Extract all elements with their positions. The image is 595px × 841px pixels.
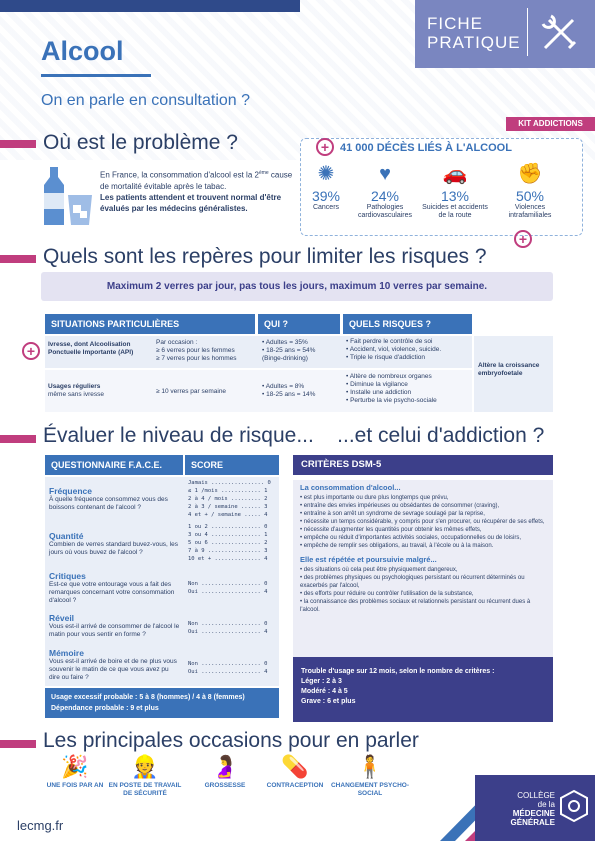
occasion-contraception — [255, 752, 335, 790]
col-header-score: SCORE — [185, 455, 279, 475]
section-marker — [0, 255, 36, 263]
pregnancy-icon: 🤰 — [211, 754, 239, 779]
dsm-header: CRITÈRES DSM-5 — [293, 455, 553, 475]
stat-label: Violences intrafamiliales — [508, 204, 552, 219]
severity-title: Trouble d'usage sur 12 mois, selon le nombre de critères : — [301, 668, 495, 675]
fist-icon: ✊ — [517, 163, 543, 185]
dsm-item: • nécessite un temps considérable, y compris pour s'en procurer, ou récupérer de ses effets, — [300, 519, 545, 525]
dsm-item: • des situations où cela peut être physiquement dangereux, — [300, 567, 458, 573]
plus-icon: + — [22, 342, 40, 360]
stats-title: 41 000 DÉCÈS LIÉS À L'ALCOOL — [340, 142, 512, 154]
r2-occasion: ≥ 10 verres par semaine — [156, 388, 227, 395]
dsm-item: • est plus importante ou dure plus longtemps que prévu, — [300, 495, 449, 501]
occasion-grossesse — [185, 752, 265, 790]
party-icon: 🎉 — [61, 754, 89, 779]
cmg-logo-block — [475, 775, 595, 841]
dsm-item: • entraîne des envies impérieuses ou obsédantes de consommer (craving), — [300, 503, 500, 509]
person-icon: 🧍 — [356, 754, 384, 779]
col-header-qui: QUI ? — [258, 314, 340, 334]
page-title: Alcool — [41, 36, 124, 66]
occasion-label: UNE FOIS PAR AN — [46, 782, 104, 789]
severity-modere: Modéré : 4 à 5 — [301, 688, 348, 695]
face-q-frequence — [49, 486, 181, 512]
severity-grave: Grave : 6 et plus — [301, 698, 356, 705]
cmg-l2: de la — [537, 800, 555, 809]
section-title-reperes: Quels sont les repères pour limiter les risques ? — [43, 245, 487, 268]
col-header-situations: SITUATIONS PARTICULIÈRES — [45, 314, 255, 334]
q-title: Mémoire — [49, 648, 84, 658]
cmg-l3: MÉDECINE — [512, 809, 555, 818]
dsm-title-1: La consommation d'alcool... — [300, 483, 401, 492]
section-marker — [0, 740, 36, 748]
col-header-risques: QUELS RISQUES ? — [343, 314, 472, 334]
q-desc: Vous est-il arrivé de consommer de l'alcool le matin pour vous sentir en forme ? — [49, 623, 180, 638]
stat-label: Pathologies cardiovasculaires — [357, 204, 413, 219]
q-title: Réveil — [49, 613, 75, 623]
pill-icon: 💊 — [281, 754, 309, 779]
q-score: Non .................. 0 Oui .................. 4 — [188, 661, 268, 675]
stat-violences — [502, 160, 558, 220]
severity-leger: Léger : 2 à 3 — [301, 678, 342, 685]
section-title-evaluer: Évaluer le niveau de risque... ...et celui d'addiction ? — [43, 424, 545, 447]
stat-suicides — [420, 160, 490, 220]
max-guideline: Maximum 2 verres par jour, pas tous les jours, maximum 10 verres par semaine. — [41, 272, 553, 301]
face-q-memoire — [49, 648, 181, 682]
car-crash-icon: 🚗 — [442, 163, 468, 185]
dsm-item: • nécessite d'augmenter les quantités pour obtenir les mêmes effets, — [300, 527, 482, 533]
dsm-criteria — [300, 484, 548, 614]
badge-line1: FICHE — [427, 14, 483, 33]
worker-icon: 👷 — [131, 754, 159, 779]
dsm-title-2: Elle est répétée et poursuivie malgré... — [300, 555, 437, 564]
occasion-label: CONTRACEPTION — [266, 782, 324, 789]
cmg-l4: GÉNÉRALE — [510, 818, 555, 827]
q-score: Non .................. 0 Oui .................. 4 — [188, 621, 268, 635]
p1-text: En France, la consommation d'alcool est la 2 — [100, 170, 259, 180]
dsm-item: • empêche ou réduit d'importantes activités sociales, occupationnelles ou de loisirs, — [300, 535, 522, 541]
stat-pct: 39% — [311, 188, 341, 204]
r2-risques: • Altère de nombreux organes • Diminue la vigilance • Installe une addiction • Perturbe la vie psycho-sociale — [346, 373, 437, 404]
face-result — [45, 688, 279, 718]
stat-cardio — [357, 160, 413, 220]
q-score: Non .................. 0 Oui .................. 4 — [188, 581, 268, 595]
section-marker — [0, 435, 36, 443]
r2-situation-note: même sans ivresse — [48, 391, 104, 398]
problem-text — [100, 168, 295, 214]
section-title-problem: Où est le problème ? — [43, 131, 238, 154]
face-q-quantite — [49, 531, 181, 557]
plus-icon: + — [514, 230, 532, 248]
stat-pct: 50% — [515, 188, 545, 204]
occasion-label: EN POSTE DE TRAVAIL DE SÉCURITÉ — [108, 782, 182, 797]
q-desc: À quelle fréquence consommez vous des boissons contenant de l'alcool ? — [49, 496, 168, 511]
q-title: Fréquence — [49, 486, 92, 496]
dsm-item: • la connaissance des problèmes sociaux et relationnels persistant ou récurrent dues à l'alcool. — [300, 599, 531, 613]
q-score: 1 ou 2 ............... 0 3 ou 4 ............... 1 5 ou 6 ............... 2 7 à 9 ................ 3 10 et + .............. 4 — [188, 524, 268, 562]
occasion-annuel — [35, 752, 115, 790]
footer-site[interactable]: lecmg.fr — [17, 818, 64, 833]
occasion-travail — [105, 752, 185, 798]
p1-sup: ème — [258, 170, 269, 176]
stat-pct: 13% — [440, 188, 470, 204]
face-q-reveil — [49, 613, 181, 639]
stat-pct: 24% — [370, 188, 400, 204]
q-title: Quantité — [49, 531, 84, 541]
top-bar — [0, 0, 300, 12]
dsm-item: • des problèmes physiques ou psychologiques persistant ou récurrent déterminés ou exacerbés par l'alcool, — [300, 575, 525, 589]
page-subtitle: On en parle en consultation ? — [41, 92, 251, 109]
r1-occasion: Par occasion : ≥ 6 verres pour les femmes ≥ 7 verres pour les hommes — [156, 339, 237, 362]
section-marker — [0, 140, 36, 148]
heart-icon: ♥ — [379, 163, 391, 185]
r1-risques: • Fait perdre le contrôle de soi • Accident, viol, violence, suicide. • Triple le risque d'addiction — [346, 338, 442, 361]
r1-situation: Ivresse, dont Alcoolisation Ponctuelle Importante (API) — [48, 341, 134, 356]
q-desc: Vous est-il arrivé de boire et de ne plus vous souvenir le matin de ce que vous avez pu dire ou faire ? — [49, 658, 177, 681]
result-dependance: Dépendance probable : 9 et plus — [51, 705, 159, 712]
occasion-label: CHANGEMENT PSYCHO-SOCIAL — [330, 782, 409, 797]
cmg-logo-icon — [559, 789, 589, 823]
q-score: Jamais ................ 0 ≤ 1 /mois ............ 1 2 à 4 / mois ......... 2 2 à 3 / semaine ...... 3 4 et + / semaine ..... 4 — [188, 480, 271, 518]
badge-line2: PRATIQUE — [427, 33, 521, 52]
plus-icon: + — [316, 138, 334, 156]
shared-risk: Altère la croissance embryofoetale — [478, 362, 540, 377]
occasion-label: GROSSESSE — [204, 782, 246, 789]
q-desc: Est-ce que votre entourage vous a fait des remarques concernant votre consommation d'alcool ? — [49, 581, 175, 604]
q-title: Critiques — [49, 571, 86, 581]
r2-situation: Usages réguliers — [48, 383, 101, 390]
r2-qui: • Adultes = 8% • 18-25 ans = 14% — [262, 383, 316, 398]
dsm-item: • entraîne à son arrêt un syndrome de sevrage soulagé par la reprise, — [300, 511, 485, 517]
stat-label: Suicides et accidents de la route — [422, 204, 488, 219]
dsm-severity — [293, 657, 553, 722]
col-header-face: QUESTIONNAIRE F.A.C.E. — [45, 455, 183, 475]
stat-cancers — [298, 160, 354, 212]
dsm-item: • des efforts pour réduire ou contrôler l'utilisation de la substance, — [300, 591, 474, 597]
tools-icon — [539, 14, 579, 54]
face-q-critiques — [49, 571, 181, 605]
virus-icon: ✺ — [317, 163, 335, 185]
cmg-text — [483, 791, 555, 827]
kit-badge: KIT ADDICTIONS — [506, 117, 595, 131]
bottle-glass-icon — [40, 165, 95, 227]
p1-text-end: cause de mortalité évitable après le tabac. — [100, 170, 293, 191]
r1-qui: • Adultes = 35% • 18-25 ans = 54% (Binge-drinking) — [262, 339, 316, 362]
dsm-item: • empêche de remplir ses obligations, au travail, à l'école ou à la maison. — [300, 543, 494, 549]
cmg-l1: COLLÈGE — [517, 791, 555, 800]
stat-label: Cancers — [312, 204, 340, 211]
fiche-pratique-banner — [415, 0, 595, 68]
section-title-occasions: Les principales occasions pour en parler — [43, 729, 419, 752]
result-excessif: Usage excessif probable : 5 à 8 (hommes) / 4 à 8 (femmes) — [51, 694, 245, 701]
p2-text: Les patients attendent et trouvent normal d'être évalués par les médecins généralistes. — [100, 192, 282, 213]
q-desc: Combien de verres standard buvez-vous, les jours où vous buvez de l'alcool ? — [49, 541, 178, 556]
title-underline — [41, 74, 151, 77]
banner-divider — [527, 8, 528, 56]
